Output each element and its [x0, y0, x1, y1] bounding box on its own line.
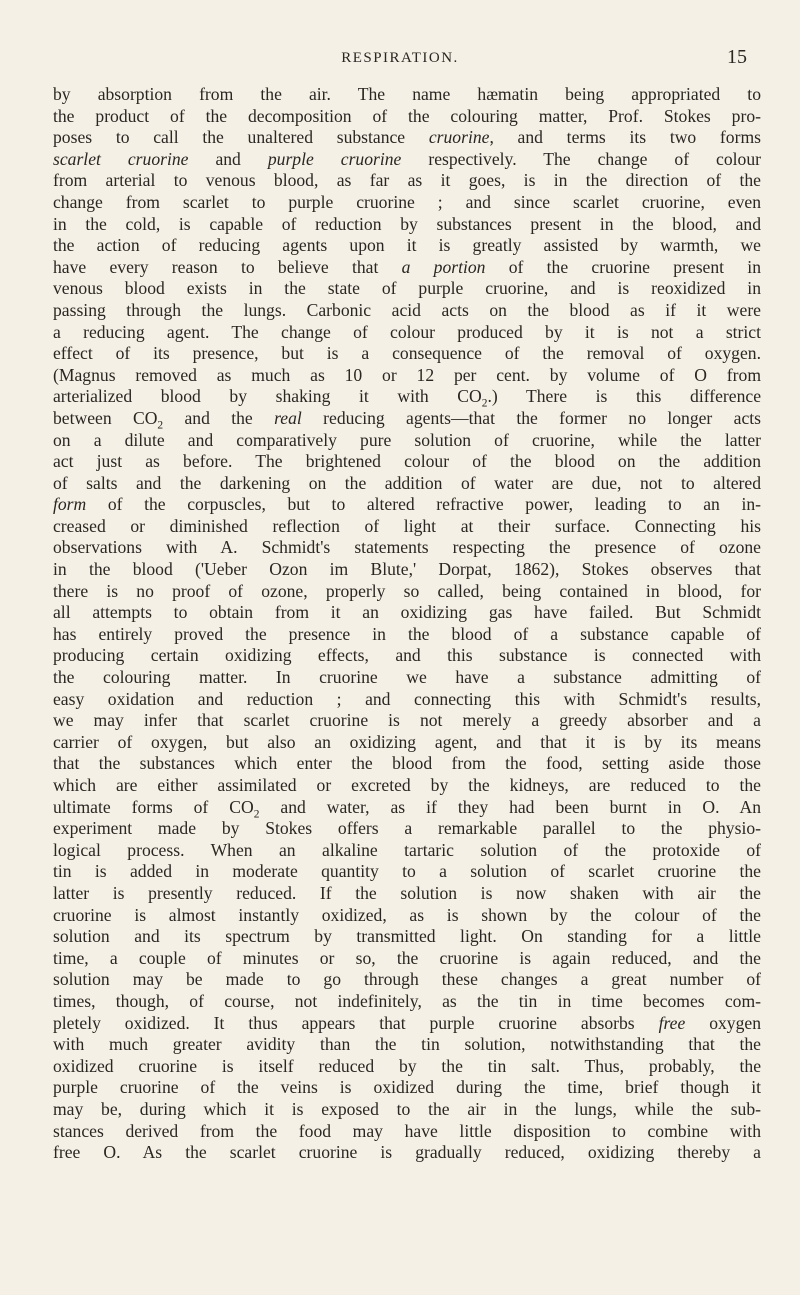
- text-line: have every reason to believe that a portion of the cruorine present in: [53, 256, 761, 277]
- text-line: the product of the decomposition of the colouring matter, Prof. Stokes pro-: [53, 105, 761, 126]
- text-line: form of the corpuscles, but to altered refractive power, leading to an in-: [53, 494, 761, 515]
- text-line: the action of reducing agents upon it is greatly assisted by warmth, we: [53, 235, 761, 256]
- text-line: we may infer that scarlet cruorine is not merely a greedy absorber and a: [53, 710, 761, 731]
- text-line: in the cold, is capable of reduction by substances present in the blood, and: [53, 213, 761, 234]
- text-line: act just as before. The brightened colour of the blood on the addition: [53, 451, 761, 472]
- text-line: the colouring matter. In cruorine we have a substance admitting of: [53, 667, 761, 688]
- page-number: 15: [727, 46, 747, 68]
- text-line: observations with A. Schmidt's statements respecting the presence of ozone: [53, 537, 761, 558]
- text-line: all attempts to obtain from it an oxidizing gas have failed. But Schmidt: [53, 602, 761, 623]
- text-line: may be, during which it is exposed to the air in the lungs, while the sub-: [53, 1098, 761, 1119]
- text-line: a reducing agent. The change of colour produced by it is not a strict: [53, 321, 761, 342]
- text-line: free O. As the scarlet cruorine is gradually reduced, oxidizing thereby a: [53, 1142, 761, 1163]
- text-line: that the substances which enter the blood from the food, setting aside those: [53, 753, 761, 774]
- text-line: effect of its presence, but is a consequence of the removal of oxygen.: [53, 343, 761, 364]
- text-line: by absorption from the air. The name hæmatin being appropriated to: [53, 84, 761, 104]
- text-line: time, a couple of minutes or so, the cruorine is again reduced, and the: [53, 947, 761, 968]
- text-line: purple cruorine of the veins is oxidized during the time, brief though it: [53, 1077, 761, 1098]
- text-line: with much greater avidity than the tin solution, notwithstanding that the: [53, 1034, 761, 1055]
- text-line: tin is added in moderate quantity to a solution of scarlet cruorine the: [53, 861, 761, 882]
- text-line: experiment made by Stokes offers a remarkable parallel to the physio-: [53, 818, 761, 839]
- text-line: arterialized blood by shaking it with $CO_2$.) There is this difference: [53, 386, 761, 410]
- text-line: creased or diminished reflection of light at their surface. Connecting his: [53, 515, 761, 536]
- text-line: carrier of oxygen, but also an oxidizing agent, and that it is by its means: [53, 731, 761, 752]
- text-line: times, though, of course, not indefinitely, as the tin in time becomes com-: [53, 990, 761, 1011]
- text-line: in the blood ('Ueber Ozon im Blute,' Dorpat, 1862), Stokes observes that: [53, 559, 761, 580]
- text-line: there is no proof of ozone, properly so called, being contained in blood, for: [53, 580, 761, 601]
- running-title: RESPIRATION.: [341, 50, 459, 66]
- text-line: ultimate forms of $CO_2$ and water, as if they had been burnt in O. An: [53, 796, 761, 821]
- text-line: stances derived from the food may have little disposition to combine with: [53, 1120, 761, 1141]
- text-line: (Magnus removed as much as 10 or 12 per cent. by volume of O from: [53, 364, 761, 385]
- text-line: latter is presently reduced. If the solution is now shaken with air the: [53, 882, 761, 903]
- text-line: which are either assimilated or excreted by the kidneys, are reduced to the: [53, 775, 761, 795]
- text-line: poses to call the unaltered substance cruorine, and terms its two forms: [53, 127, 761, 148]
- text-line: venous blood exists in the state of purple cruorine, and is reoxidized in: [53, 278, 761, 299]
- text-line: change from scarlet to purple cruorine ; and since scarlet cruorine, even: [53, 191, 761, 212]
- text-line: producing certain oxidizing effects, and this substance is connected with: [53, 645, 761, 666]
- running-head: [0, 46, 800, 74]
- text-line: solution may be made to go through these changes a great number of: [53, 969, 761, 990]
- text-line: logical process. When an alkaline tartaric solution of the protoxide of: [53, 839, 761, 860]
- text-line: cruorine is almost instantly oxidized, as is shown by the colour of the: [53, 904, 761, 925]
- text-line: easy oxidation and reduction ; and connecting this with Schmidt's results,: [53, 688, 761, 709]
- text-line: between $CO_2$ and the real reducing agents—that the former no longer acts: [53, 407, 761, 432]
- text-line: scarlet cruorine and purple cruorine respectively. The change of colour: [53, 148, 761, 169]
- text-line: solution and its spectrum by transmitted light. On standing for a little: [53, 926, 761, 947]
- text-line: oxidized cruorine is itself reduced by the tin salt. Thus, probably, the: [53, 1055, 761, 1076]
- text-line: has entirely proved the presence in the blood of a substance capable of: [53, 623, 761, 644]
- text-line: on a dilute and comparatively pure solution of cruorine, while the latter: [53, 429, 761, 450]
- text-line: from arterial to venous blood, as far as it goes, is in the direction of the: [53, 170, 761, 191]
- body-text: [53, 84, 761, 1164]
- text-line: pletely oxidized. It thus appears that purple cruorine absorbs free oxygen: [53, 1012, 761, 1033]
- text-line: passing through the lungs. Carbonic acid acts on the blood as if it were: [53, 299, 761, 320]
- text-line: of salts and the darkening on the addition of water are due, not to altered: [53, 472, 761, 493]
